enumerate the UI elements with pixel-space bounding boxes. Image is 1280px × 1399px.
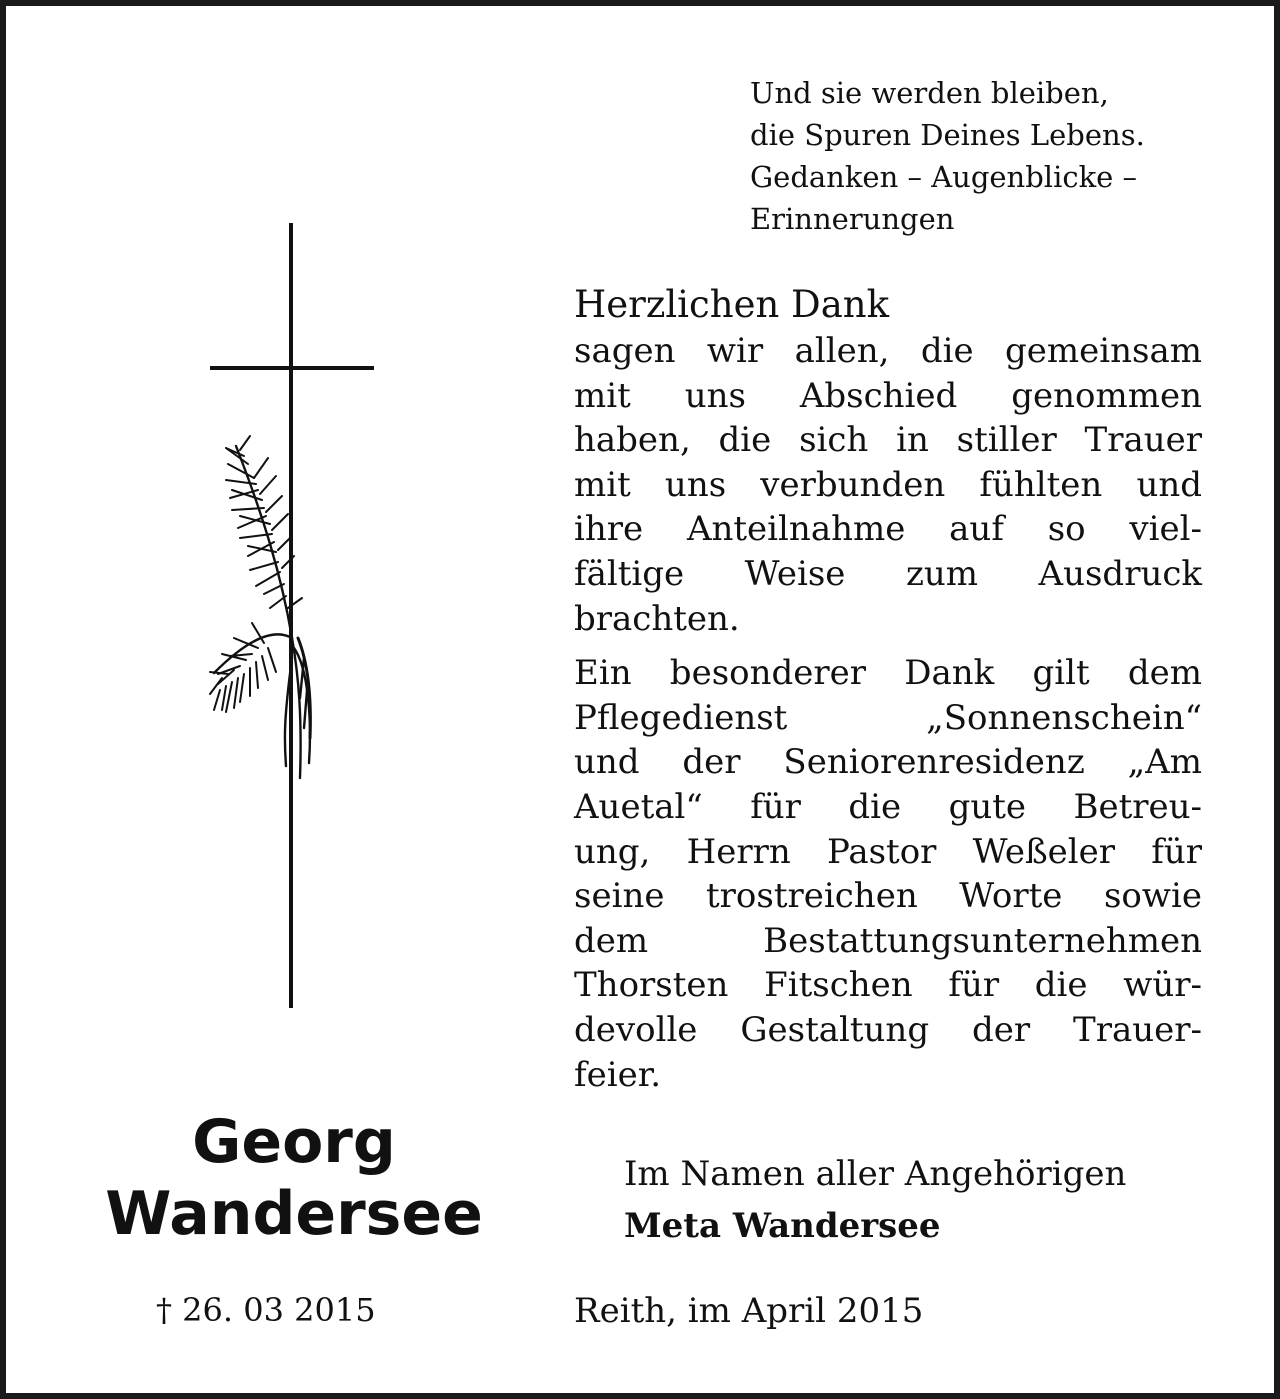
text-line: feier. — [574, 1054, 662, 1095]
deceased-first-name: Georg — [192, 1107, 396, 1177]
signer-name: Meta Wandersee — [624, 1206, 941, 1246]
special-thanks-paragraph — [574, 651, 1202, 1097]
place-and-date: Reith, im April 2015 — [574, 1291, 924, 1331]
text-line: mit uns Abschied genommen — [574, 375, 1202, 416]
text-line: und der Seniorenresidenz „Am — [574, 742, 1202, 783]
poem-line: Gedanken – Augenblicke – — [750, 160, 1138, 194]
grain-stalk-icon — [210, 436, 310, 778]
text-line: Thorsten Fitschen für die wür- — [574, 965, 1202, 1006]
thanks-text — [574, 281, 1202, 1097]
cross-icon — [210, 223, 374, 1008]
deceased-last-name: Wandersee — [105, 1179, 483, 1249]
thanks-heading: Herzlichen Dank — [574, 283, 890, 326]
text-line: dem Bestattungsunternehmen — [574, 920, 1202, 961]
thanks-paragraph — [574, 329, 1202, 641]
text-line: seine trostreichen Worte sowie — [574, 876, 1202, 917]
text-line: ung, Herrn Pastor Weßeler für — [574, 831, 1202, 872]
text-line: fältige Weise zum Ausdruck — [574, 553, 1202, 594]
text-line: Ein besonderer Dank gilt dem — [574, 653, 1202, 694]
text-line: devolle Gestaltung der Trauer- — [574, 1009, 1202, 1050]
text-line: ihre Anteilnahme auf so viel- — [574, 509, 1202, 550]
text-line: Pflegedienst „Sonnenschein“ — [574, 697, 1202, 738]
closing-line: Im Namen aller Angehörigen — [624, 1154, 1127, 1194]
closing-block — [624, 1148, 1224, 1252]
poem-block — [750, 72, 1220, 240]
text-line: brachten. — [574, 598, 740, 639]
text-line: Auetal“ für die gute Betreu- — [574, 786, 1202, 827]
death-date: † 26. 03 2015 — [156, 1291, 376, 1329]
poem-line: Und sie werden bleiben, — [750, 76, 1109, 110]
cross-with-grain-icon — [194, 218, 394, 1022]
text-line: haben, die sich in stiller Trauer — [574, 420, 1202, 461]
deceased-name — [66, 1106, 522, 1250]
text-line: sagen wir allen, die gemeinsam — [574, 331, 1202, 371]
poem-line: Erinnerungen — [750, 202, 955, 236]
poem-line: die Spuren Deines Lebens. — [750, 118, 1145, 152]
text-line: mit uns verbunden fühlten und — [574, 464, 1202, 505]
